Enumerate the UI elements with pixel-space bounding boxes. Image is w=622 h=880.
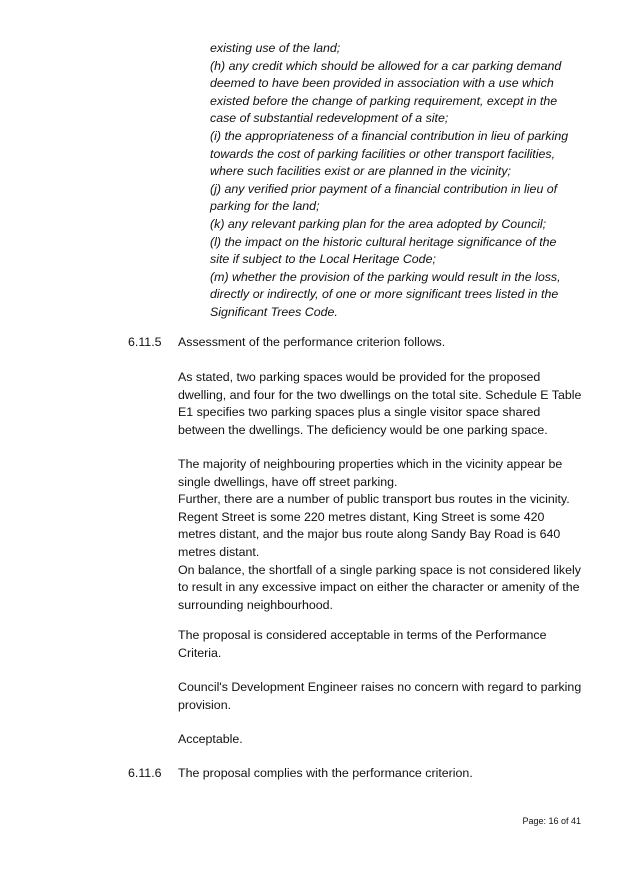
paragraph-line: Regent Street is some 220 metres distant, King Street is some 420 bbox=[178, 509, 545, 524]
paragraph-line: On balance, the shortfall of a single parking space is not considered likely bbox=[178, 562, 581, 577]
criteria-line: existed before the change of parking requirement, except in the bbox=[210, 93, 558, 108]
criteria-item-j: (j) any verified prior payment of a financial contribution in lieu of bbox=[210, 181, 558, 196]
criteria-line: where such facilities exist or are planned in the vicinity; bbox=[210, 164, 511, 179]
criteria-line: case of substantial redevelopment of a site; bbox=[210, 111, 449, 126]
criteria-line: parking for the land; bbox=[210, 199, 320, 214]
criteria-line: deemed to have been provided in association with a use which bbox=[210, 76, 554, 91]
paragraph-line: E1 specifies two parking spaces plus a single visitor space shared bbox=[178, 405, 541, 420]
paragraph-line: Criteria. bbox=[178, 645, 222, 660]
section-text-line: The proposal complies with the performance criterion. bbox=[178, 766, 473, 780]
paragraph-line: between the dwellings. The deficiency would be one parking space. bbox=[178, 422, 548, 437]
criteria-line: directly or indirectly, of one or more significant trees listed in the bbox=[210, 287, 559, 302]
paragraph-line: The proposal is considered acceptable in terms of the Performance bbox=[178, 628, 547, 642]
paragraph-line: Further, there are a number of public transport bus routes in the vicinity. bbox=[178, 492, 570, 507]
section-heading-6-11-5 bbox=[178, 334, 588, 352]
paragraph-line: metres distant, and the major bus route along Sandy Bay Road is 640 bbox=[178, 527, 561, 542]
section-number-6-11-5: 6.11.5 bbox=[128, 335, 162, 349]
page-number: Page: 16 of 41 bbox=[522, 816, 581, 826]
paragraph-line: metres distant. bbox=[178, 544, 260, 559]
criteria-item-i: (i) the appropriateness of a financial contribution in lieu of parking bbox=[210, 128, 569, 143]
criteria-item-k: (k) any relevant parking plan for the area adopted by Council; bbox=[210, 216, 547, 231]
criteria-line: existing use of the land; bbox=[210, 41, 341, 55]
paragraph-engineer bbox=[178, 679, 588, 714]
section-number-6-11-6: 6.11.6 bbox=[128, 766, 162, 780]
paragraph-line: The majority of neighbouring properties which in the vicinity appear be bbox=[178, 457, 563, 471]
paragraph-line: surrounding neighbourhood. bbox=[178, 597, 334, 612]
paragraph-line: Acceptable. bbox=[178, 732, 243, 746]
section-heading-text: Assessment of the performance criterion follows. bbox=[178, 335, 446, 349]
criteria-item-l: (l) the impact on the historic cultural heritage significance of the bbox=[210, 234, 557, 249]
criteria-line: Significant Trees Code. bbox=[210, 304, 338, 319]
paragraph-neighbourhood bbox=[178, 456, 588, 614]
paragraph-acceptable bbox=[178, 731, 588, 749]
criteria-list bbox=[210, 40, 590, 322]
criteria-line: towards the cost of parking facilities or other transport facilities, bbox=[210, 146, 556, 161]
paragraph-parking-spaces bbox=[178, 369, 588, 439]
criteria-item-m: (m) whether the provision of the parking would result in the loss, bbox=[210, 269, 561, 284]
paragraph-line: provision. bbox=[178, 697, 232, 712]
paragraph-line: dwelling, and four for the two dwellings on the total site. Schedule E Table bbox=[178, 387, 582, 402]
criteria-item-h: (h) any credit which should be allowed for a car parking demand bbox=[210, 58, 562, 73]
section-text-6-11-6 bbox=[178, 765, 588, 783]
paragraph-acceptable-criteria bbox=[178, 627, 588, 662]
paragraph-line: to result in any excessive impact on either the character or amenity of the bbox=[178, 580, 580, 595]
paragraph-line: As stated, two parking spaces would be provided for the proposed bbox=[178, 370, 541, 384]
paragraph-line: Council's Development Engineer raises no concern with regard to parking bbox=[178, 680, 582, 694]
paragraph-line: single dwellings, have off street parking. bbox=[178, 474, 398, 489]
criteria-line: site if subject to the Local Heritage Code; bbox=[210, 252, 436, 267]
